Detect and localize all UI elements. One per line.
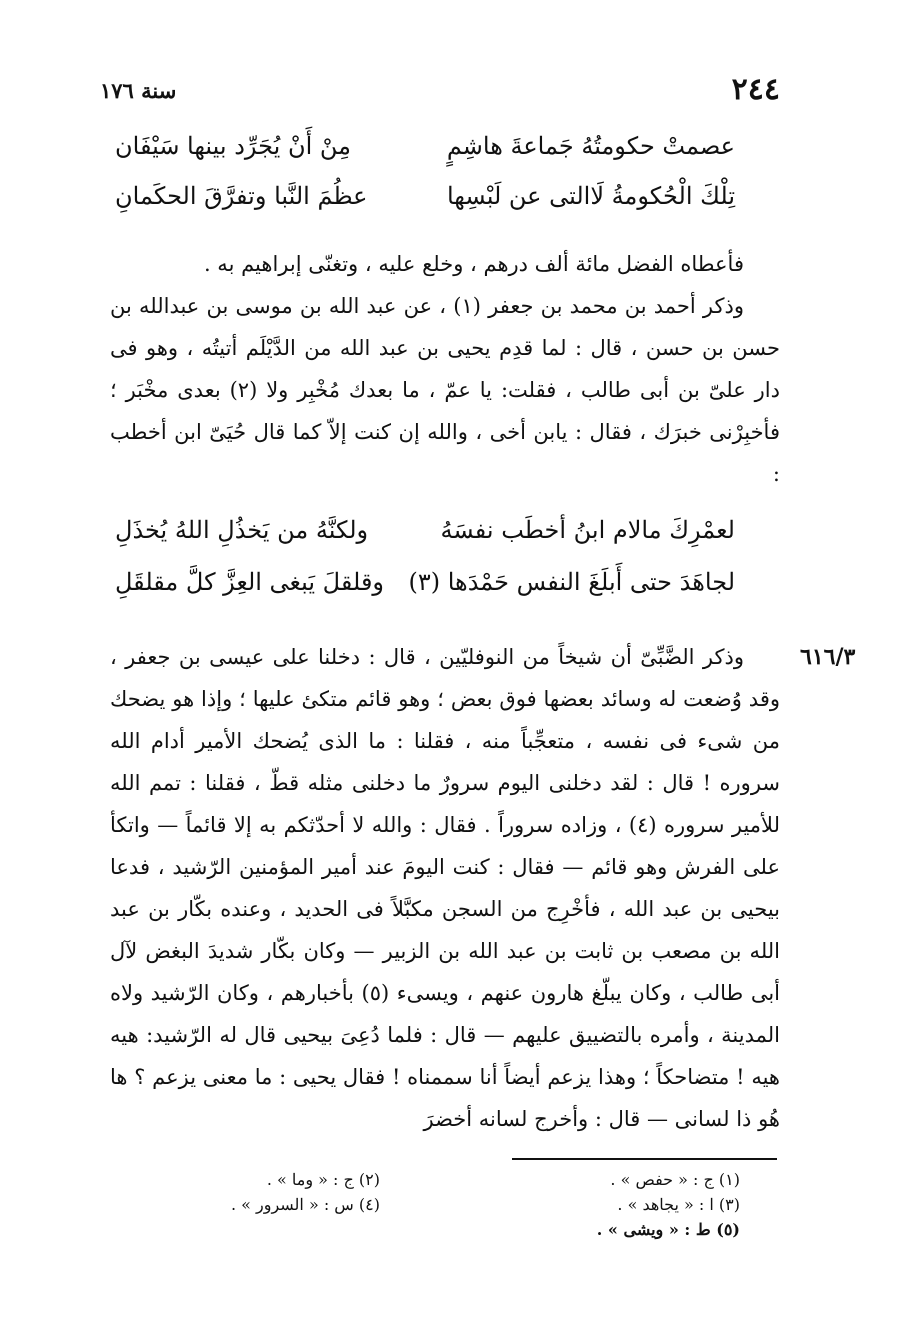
verse-hemistich: ولكنَّهُ من يَخذُلِ اللهُ يُخذَلِ: [115, 516, 369, 544]
running-head-year: سنة ١٧٦: [100, 78, 177, 103]
footnote: (٥) ط : « ويشى » .: [596, 1220, 740, 1239]
verse-line: [115, 132, 735, 176]
page-number: ٢٤٤: [731, 72, 780, 107]
prose-block: [110, 636, 780, 1140]
footnote: (٣) ا : « يجاهد » .: [617, 1195, 740, 1214]
footnote-divider: [512, 1158, 777, 1160]
verse-hemistich: لجاهَدَ حتى أَبلَغَ النفس حَمْدَها (٣): [408, 568, 735, 596]
verse-line: [115, 182, 735, 226]
paragraph: فأعطاه الفضل مائة ألف درهم ، وخلع عليه ، وتغنّى إبراهيم به .: [203, 252, 744, 276]
verse-hemistich: مِنْ أَنْ يُجَرِّد بينها سَيْفَان: [115, 132, 352, 160]
footnote: (٢) ج : « وما » .: [266, 1170, 380, 1189]
paragraph: وذكر أحمد بن محمد بن جعفر (١) ، عن عبد الله بن موسى بن عبدالله بن حسن بن حسن ، قال : لما قدِم يحيى بن عبد الله من الدَّيْلَم أتيتُه ، وهو فى دار علىّ بن أبى طالب ، فقلت: يا عمّ ، ما بعدك مُخْبِر ولا (٢) بعدى مخْبَر ؛ فأخبِرْنى خبرَك ، فقال : يابن أخى ، والله إن كنت إلاّ كما قال حُيَىّ ابن أخطب :: [110, 294, 780, 486]
margin-reference: ٦١٦/٣: [800, 644, 856, 670]
verse-hemistich: عصمتْ حكومتُهُ جَماعةَ هاشِمٍ: [446, 132, 735, 160]
footnote: (٤) س : « السرور » .: [230, 1195, 380, 1214]
verse-line: [115, 516, 735, 560]
verse-hemistich: وقلقلَ يَبغى العِزَّ كلَّ مقلقَلِ: [115, 568, 385, 596]
paragraph: وذكر الضَّبِّىّ أن شيخاً من النوفليّين ، قال : دخلنا على عيسى بن جعفر ، وقد وُضعت له وسائد بعضها فوق بعض ؛ وهو قائم متكئ عليها ؛ وإذا هو يضحك من شىء فى نفسه ، متعجِّباً منه ، فقلنا : ما الذى يُضحك الأمير أدام الله سروره ! قال : لقد دخلنى اليوم سرورٌ ما دخلنى مثله قطّ ، فقلنا : تمم الله للأمير سروره (٤) ، وزاده سروراً . فقال : والله لا أحدّثكم به إلا قائماً — واتكأ على الفرش وهو قائم — فقال : كنت اليومَ عند أمير المؤمنين الرّشيد ، فدعا بيحيى بن عبد الله ، فأخْرِج من السجن مكبَّلاً فى الحديد ، وعنده بكّار بن عبد الله بن مصعب بن ثابت بن عبد الله بن الزبير — وكان بكّار شديدَ البغض لآل أبى طالب ، وكان يبلّغ هارون عنهم ، ويسىء (٥) بأخبارهم ، وكان الرّشيد ولاه المدينة ، وأمره بالتضييق عليهم — قال : فلما دُعِىَ بيحيى قال له الرّشيد: هيه هيه ! متضاحكاً ؛ وهذا يزعم أيضاً أنا سممناه ! فقال يحيى : ما معنى يزعم ؟ ها هُو ذا لسانى — قال : وأخرج لسانه أخضرَ: [110, 645, 780, 1131]
verse-line: [115, 568, 735, 612]
verse-hemistich: عظُمَ النَّبا وتفرَّقَ الحكَمانِ: [115, 182, 368, 210]
verse-hemistich: لعمْرِكَ مالام ابنُ أخطَب نفسَهُ: [440, 516, 735, 544]
footnote: (١) ج : « حفص » .: [610, 1170, 740, 1189]
verse-hemistich: تِلْكَ الْحُكومةُ لَاالتى عن لَبْسِها: [446, 182, 735, 210]
page-header: [100, 72, 780, 108]
prose-block: [110, 243, 780, 495]
